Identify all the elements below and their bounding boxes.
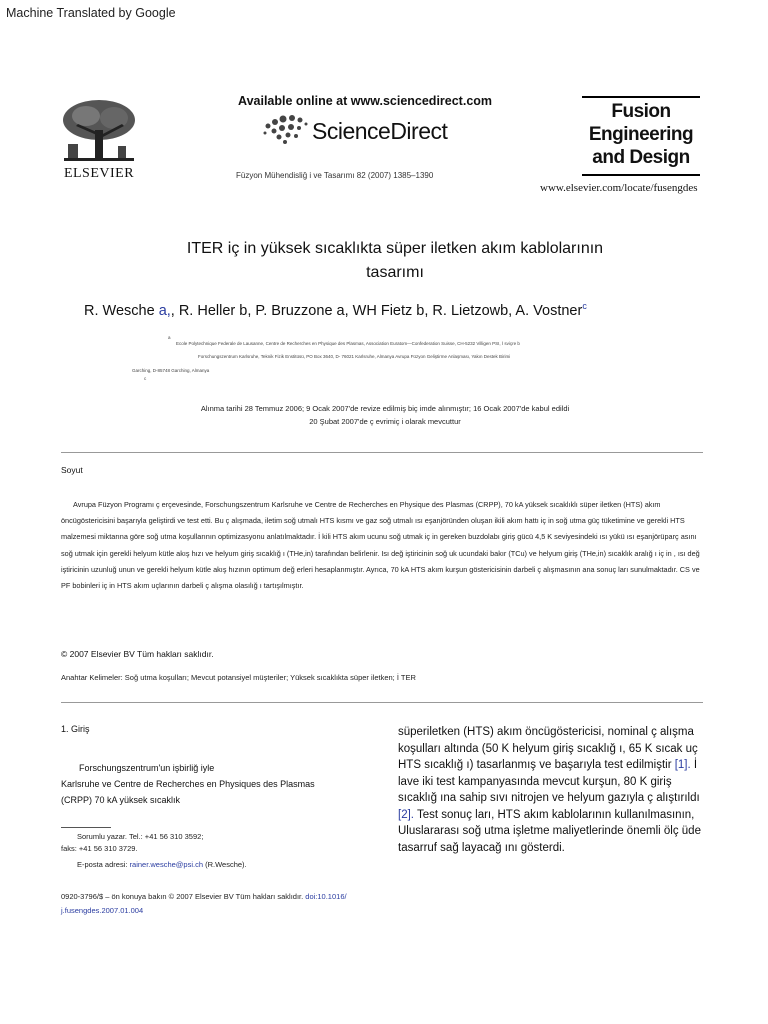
right-text-2: İ lave iki test kampanyasında mevcut kurşun, 80 K giriş sıcaklığ ına sahip sıvı nitrojen ve helyum gazıyla ç alıştırıldı bbox=[398, 759, 700, 804]
copyright: © 2007 Elsevier BV Tüm hakları saklıdır. bbox=[61, 649, 214, 659]
right-text-1: süperiletken (HTS) akım öncügöstericisi, nominal ç alışma koşulları altında (50 K helyum giriş sıcaklığ ı, 65 K sıcak uç HTS sıcaklığ ı) tasarlanmış ve başarıyla test edilmiştir bbox=[398, 726, 698, 771]
affiliation-a: Ecole Polytechnique Federale de Lausanne, Centre de Recherches en Physique des Plasmas, Association Euratom—Confederation Suisse, CH-5232 Villigen PSI, İ sviçre b bbox=[176, 341, 520, 346]
article-title bbox=[160, 237, 630, 285]
sciencedirect-dots-icon bbox=[262, 112, 310, 146]
right-text-3: Test sonuç ları, HTS akım kablolarının kullanılmasının, Uluslararası soğ utma işletme maliyetlerinde önemli ölç üde tasarruf sağ layacağ ını gösterdi. bbox=[398, 808, 701, 854]
section-heading: 1. Giriş bbox=[61, 724, 90, 734]
email-label: E-posta adresi: bbox=[77, 860, 130, 869]
affiliation-c-mark: c bbox=[144, 376, 147, 381]
journal-title-line1: Fusion bbox=[611, 101, 671, 122]
journal-title-line2: Engineering bbox=[588, 124, 694, 145]
journal-title-logo bbox=[582, 96, 700, 176]
email-suffix: (R.Wesche). bbox=[203, 860, 247, 869]
affiliation-c: Garching, D-85748 Garching, Almanya bbox=[132, 368, 210, 373]
intro-line2: Karlsruhe ve Centre de Recherches en Physiques des Plasmas bbox=[61, 779, 315, 789]
affiliation-a-mark: a bbox=[168, 335, 171, 340]
journal-url: www.elsevier.com/locate/fusengdes bbox=[540, 182, 698, 194]
issn-line bbox=[61, 890, 401, 918]
sciencedirect-wordmark: ScienceDirect bbox=[312, 118, 448, 144]
keywords: Anahtar Kelimeler: Soğ utma koşulları; Mevcut potansiyel müşteriler; Yüksek sıcaklıkta süper iletken; İ TER bbox=[61, 673, 416, 682]
affiliation-c-link[interactable]: c bbox=[582, 301, 587, 311]
footnote-fax: faks: +41 56 310 3729. bbox=[61, 844, 138, 853]
article-title-line1: ITER iç in yüksek sıcaklıkta süper iletken akım kablolarının bbox=[186, 240, 604, 257]
email-link[interactable]: rainer.wesche@psi.ch bbox=[129, 860, 204, 869]
journal-reference: Füzyon Mühendisliğ i ve Tasarımı 82 (2007) 1385–1390 bbox=[236, 171, 434, 180]
abstract-heading: Soyut bbox=[61, 465, 83, 475]
author-list-rest: , R. Heller b, P. Bruzzone a, WH Fietz b, R. Lietzowb, A. Vostner bbox=[170, 302, 583, 319]
author-wesche: R. Wesche bbox=[84, 302, 155, 319]
right-column bbox=[398, 724, 704, 856]
machine-translation-banner: Machine Translated by Google bbox=[6, 6, 176, 20]
divider bbox=[61, 452, 703, 453]
elsevier-wordmark: ELSEVIER bbox=[63, 166, 135, 181]
footnote-rule bbox=[61, 827, 111, 828]
received-line1: Alınma tarihi 28 Temmuz 2006; 9 Ocak 2007'de revize edilmiş biç imde alınmıştır; 16 Ocak 2007'de kabul edildi bbox=[200, 404, 570, 413]
available-online-text: Available online at www.sciencedirect.com bbox=[238, 94, 493, 108]
divider bbox=[61, 702, 703, 703]
author-affiliation-link[interactable]: a, bbox=[158, 302, 171, 319]
journal-title-line3: and Design bbox=[592, 147, 690, 168]
article-title-line2: tasarımı bbox=[366, 264, 424, 281]
abstract-body bbox=[61, 497, 703, 594]
reference-2-link[interactable]: [2]. bbox=[398, 808, 414, 821]
abstract-text: Avrupa Füzyon Programı ç erçevesinde, Forschungszentrum Karlsruhe ve Centre de Recherches en Physique des Plasmas (CRPP), 70 kA yüksek sıcaklıklı süper iletken (HTS) akım öncügöstericisini başarıyla geliştirdi ve test etti. Bu ç alışmada, iletim soğ utmalı HTS kısmı ve gaz soğ utmalı ısı eşanjöründen oluşan ikili akım hattı iç in soğ utma güç tüketimine ve gerekli HTS malzemesi miktarına göre soğ utma koşullarının optimizasyonu anlatılmaktadır. İ kili HTS akım ucunu soğ utmak iç in gereken buzdolabı giriş gücü 4,5 K seviyesindeki ısı yükü ısı eşanjörüparç asını soğ utmak için gerekli helyum kütle akış hızı ve helyum giriş sıcaklığ ı (THe,in) tarafından belirlenir. Isı değ iştiricinin soğ uk ucundaki bakır (TCu) ve helyum giriş (THe,in) sıcaklık aralığ ı iç in , ısı değ iştiricinin uzunluğ unun ve gerekli helyum kütle akış hızının optimum değ erleri hesaplanmıştır. Ayrıca, 70 kA HTS akım kurşun göstericisinin darbeli ç alışmasının ana sonuç ları sunulmaktadır. CS ve PF bobinleri iç in HTS akım uçlarının darbeli ç alışma olasılığ ı tartışılmıştır. bbox=[61, 500, 700, 591]
affiliation-b: Forschungszentrum Karlsruhe, Teknik Fizik Enstitüsü, PO Box 3640, D- 76021 Karlsruhe, Almanya Avrupa Füzyon Geliştirme Anlaşması, Yakın Destek Birimi bbox=[198, 354, 511, 359]
doi-link-cont[interactable]: j.fusengdes.2007.01.004 bbox=[61, 906, 144, 915]
reference-1-link[interactable]: [1]. bbox=[674, 759, 691, 771]
footnote-corresponding: Sorumlu yazar. Tel.: +41 56 310 3592; bbox=[77, 832, 204, 841]
intro-line3: (CRPP) 70 kA yüksek sıcaklık bbox=[61, 795, 181, 805]
footnote-email bbox=[77, 860, 247, 869]
intro-line1: Forschungszentrum'un işbirliğ iyle bbox=[79, 763, 215, 773]
doi-link[interactable]: doi:10.1016/ bbox=[305, 892, 347, 901]
left-column bbox=[61, 760, 361, 808]
issn-text: 0920-3796/$ – ön konuya bakın © 2007 Elsevier BV Tüm hakları saklıdır. bbox=[61, 892, 306, 901]
author-list bbox=[84, 298, 587, 319]
received-line2: 20 Şubat 2007'de ç evrimiç i olarak mevcuttur bbox=[309, 417, 461, 426]
received-dates bbox=[120, 402, 650, 428]
